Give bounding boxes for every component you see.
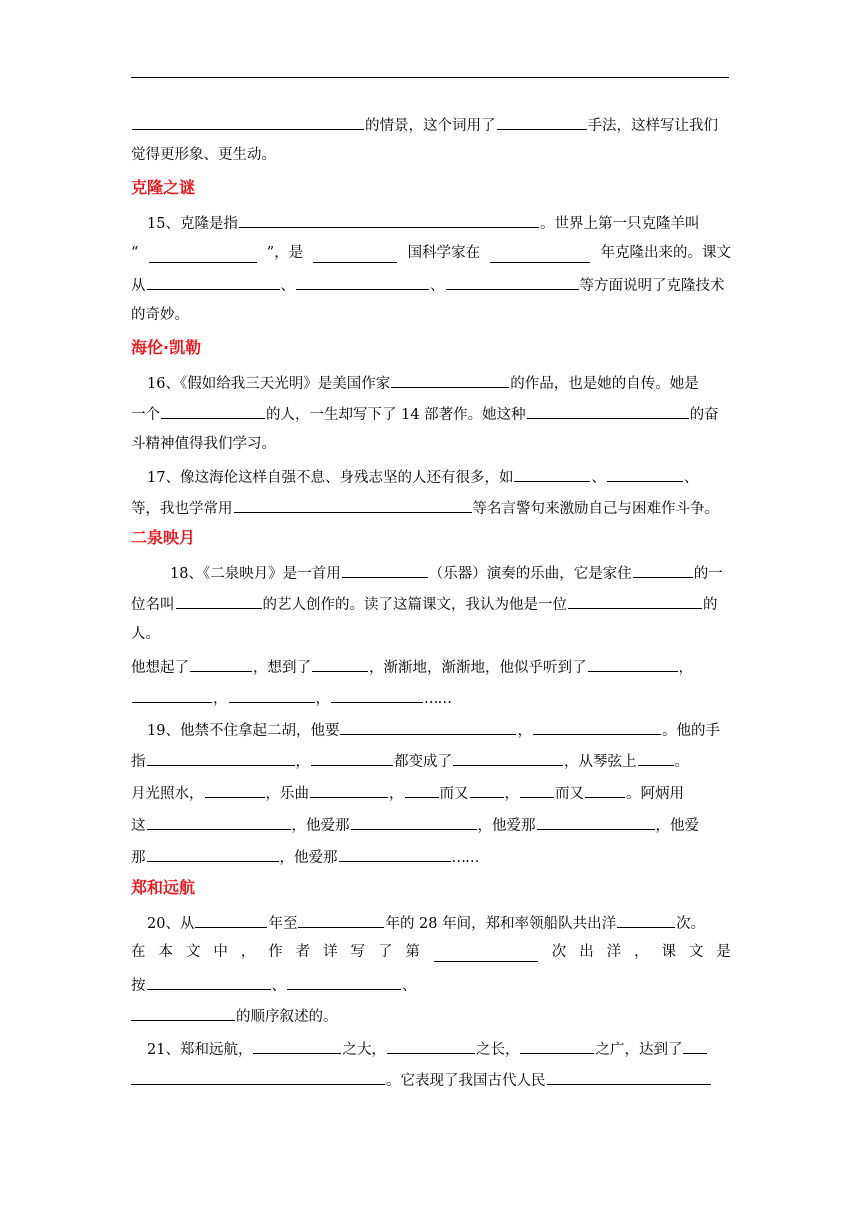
text-line [131,624,731,644]
text-line [131,814,731,836]
text: 位名叫 [131,597,175,613]
answer-blank[interactable] [131,1069,385,1085]
text: （乐器）演奏的乐曲，它是家住 [428,566,632,582]
text: ，乐曲 [265,786,309,802]
text: 作 [268,944,283,960]
text: ，想到了 [253,660,311,676]
text-line [131,974,731,996]
text: …… [451,850,479,866]
text: 一个 [131,407,160,423]
text: 年的 28 年间，郑和率领船队共出洋 [385,916,617,932]
answer-blank[interactable] [296,274,429,290]
answer-blank[interactable] [633,562,693,578]
text-line [131,434,731,454]
answer-blank[interactable] [340,719,516,735]
text: ，他爱那 [291,818,350,834]
answer-blank[interactable] [607,466,683,482]
text-line [131,497,731,519]
text-line [131,114,731,136]
section-heading: 郑和远航 [131,878,196,897]
text: 。它表现了我国古代人民 [386,1073,546,1089]
text: 斗精神值得我们学习。 [131,436,276,452]
answer-blank[interactable] [520,1038,594,1054]
text: 了 [377,944,393,960]
text: ，渐渐地，渐渐地，他似乎听到了 [369,660,587,676]
answer-blank[interactable] [585,782,625,798]
text: 的奇妙。 [131,307,189,323]
answer-blank[interactable] [588,656,678,672]
answer-blank[interactable] [527,403,689,419]
text: 指 [131,754,146,770]
question-15 [147,212,731,234]
text: 那 [131,850,146,866]
answer-blank[interactable] [176,593,262,609]
text: 18、《二泉映月》是一首用 [170,566,341,582]
text: 他想起了 [131,660,189,676]
text: 次 [551,944,567,960]
text: 中 [213,944,228,960]
text-line [131,687,731,709]
text: 等方面说明了克隆技术 [579,278,725,294]
text: ，从琴弦上 [564,754,637,770]
answer-blank[interactable] [683,1038,707,1054]
text: 文 [185,944,201,960]
answer-blank[interactable] [310,782,388,798]
answer-blank[interactable] [147,274,280,290]
text: ， [295,754,310,770]
answer-blank[interactable] [298,912,384,928]
text: 16、《假如给我三天光明》是美国作家 [147,376,391,392]
text: 的艺人创作的。读了这篇课文，我认为他是一位 [262,597,567,613]
text: …… [424,691,451,707]
question-21 [147,1038,731,1060]
text: 21、郑和远航， [147,1042,253,1058]
text: ，他爱那 [477,818,536,834]
text: ， [504,786,519,802]
text: 17、像这海伦这样自强不息、身残志坚的人还有很多，如 [147,470,514,486]
text-line [131,145,731,165]
section-heading: 克隆之谜 [131,178,196,197]
answer-blank[interactable] [311,750,393,766]
text: 本 [158,944,173,960]
answer-blank[interactable] [190,656,252,672]
text: 、 [271,978,286,994]
text: 觉得更形象、更生动。 [131,147,276,163]
answer-blank[interactable] [161,403,265,419]
text: 的顺序叙述的。 [236,1009,338,1025]
text: ”，是 [266,245,304,261]
text-line [131,656,731,678]
question-16 [147,372,731,394]
text: 详 [323,944,338,960]
answer-blank[interactable] [453,750,563,766]
text: 15、克隆是指 [147,216,238,232]
text: ， [634,944,649,960]
answer-blank[interactable] [131,1005,235,1021]
text: 20、从 [147,916,195,932]
text: ， [678,660,693,676]
text: 年至 [268,916,298,932]
answer-blank[interactable] [132,687,212,703]
text-line [131,274,731,296]
text: 按 [131,978,146,994]
answer-blank[interactable] [132,114,364,130]
text: 次。 [676,916,706,932]
text: “ [131,245,139,261]
answer-blank[interactable] [234,497,472,513]
text: 。他的手 [661,723,720,739]
text-line [131,750,731,772]
text: 、 [430,278,445,294]
text: 、 [591,470,606,486]
answer-blank[interactable] [547,1069,711,1085]
answer-blank[interactable] [147,814,291,830]
answer-blank[interactable] [331,687,423,703]
answer-blank[interactable] [147,974,271,990]
text: ，他爱 [655,818,699,834]
text: 之广，达到了 [595,1042,683,1058]
answer-blank[interactable] [638,750,674,766]
text-line [131,403,731,425]
answer-blank[interactable] [287,974,401,990]
text: 的人，一生却写下了 14 部著作。她这种 [266,407,526,423]
answer-blank[interactable] [147,846,279,862]
text: ，他爱那 [279,850,338,866]
text: 人。 [131,626,160,642]
answer-blank[interactable] [537,814,655,830]
text-line [131,243,731,263]
text: 。世界上第一只克隆羊叫 [539,216,700,232]
text: 等，我也学常用 [131,501,233,517]
answer-blank[interactable] [195,912,267,928]
text: ， [517,723,532,739]
answer-blank[interactable] [239,212,539,228]
text: 手法，这样写让我们 [587,118,718,134]
text: 洋 [606,944,622,960]
answer-blank[interactable] [205,782,265,798]
answer-blank[interactable] [391,372,509,388]
text: 出 [579,944,594,960]
answer-blank[interactable] [387,1038,475,1054]
text: ， [315,691,330,707]
text: 者 [295,944,311,960]
text: 写 [350,944,365,960]
text-line [131,305,731,325]
text: 是 [716,944,731,960]
text: 在 [131,944,146,960]
text: ， [240,944,256,960]
text: 。阿炳用 [626,786,684,802]
answer-blank[interactable] [313,247,397,263]
answer-blank[interactable] [405,782,439,798]
answer-blank[interactable] [520,782,554,798]
text: 。 [674,754,689,770]
text: 月光照水， [131,786,204,802]
text: 都变成了 [394,754,452,770]
section-heading: 二泉映月 [131,528,196,547]
answer-blank[interactable] [342,562,428,578]
text: 、 [280,278,295,294]
question-17 [147,466,731,488]
answer-blank[interactable] [312,656,368,672]
text: 课 [661,944,676,960]
text: 从 [131,278,146,294]
text-line [131,593,731,615]
answer-blank[interactable] [339,846,451,862]
text: 的作品，也是她的自传。她是 [510,376,699,392]
answer-blank[interactable] [253,1038,341,1054]
text: ， [213,691,228,707]
text-line [131,846,731,868]
answer-blank[interactable] [446,274,579,290]
answer-blank[interactable] [229,687,315,703]
text: 文 [688,944,704,960]
text: 、 [683,470,699,486]
text: ， [389,786,404,802]
section-heading: 海伦·凯勒 [131,338,202,357]
text: 的 [703,597,718,613]
header-rule [131,77,729,78]
text: 之长， [475,1042,520,1058]
text-line [131,1005,731,1027]
text: 之大， [342,1042,386,1058]
text: 的奋 [689,407,719,423]
answer-blank[interactable] [490,247,590,263]
answer-blank[interactable] [351,814,477,830]
text: 年克隆出来的。课文 [600,245,731,261]
answer-blank[interactable] [470,782,504,798]
answer-blank[interactable] [514,466,590,482]
answer-blank[interactable] [533,719,661,735]
text: 的情景，这个词用了 [365,118,496,134]
text-line [131,942,731,962]
text: 19、他禁不住拿起二胡，他要 [147,723,340,739]
answer-blank[interactable] [617,912,675,928]
question-19 [147,719,731,741]
answer-blank[interactable] [568,593,702,609]
text: 、 [402,978,417,994]
text: 而又 [555,786,584,802]
text-line [131,782,731,804]
text: 这 [131,818,146,834]
answer-blank[interactable] [149,247,257,263]
answer-blank[interactable] [434,946,538,962]
text: 第 [405,944,420,960]
text: 国科学家在 [407,245,481,261]
text: 等名言警句来激励自己与困难作斗争。 [472,501,719,517]
answer-blank[interactable] [497,114,587,130]
text-line [131,1069,731,1091]
question-18 [170,562,728,584]
question-20 [147,912,731,934]
answer-blank[interactable] [147,750,295,766]
text: 而又 [439,786,469,802]
text: 的一 [693,566,723,582]
